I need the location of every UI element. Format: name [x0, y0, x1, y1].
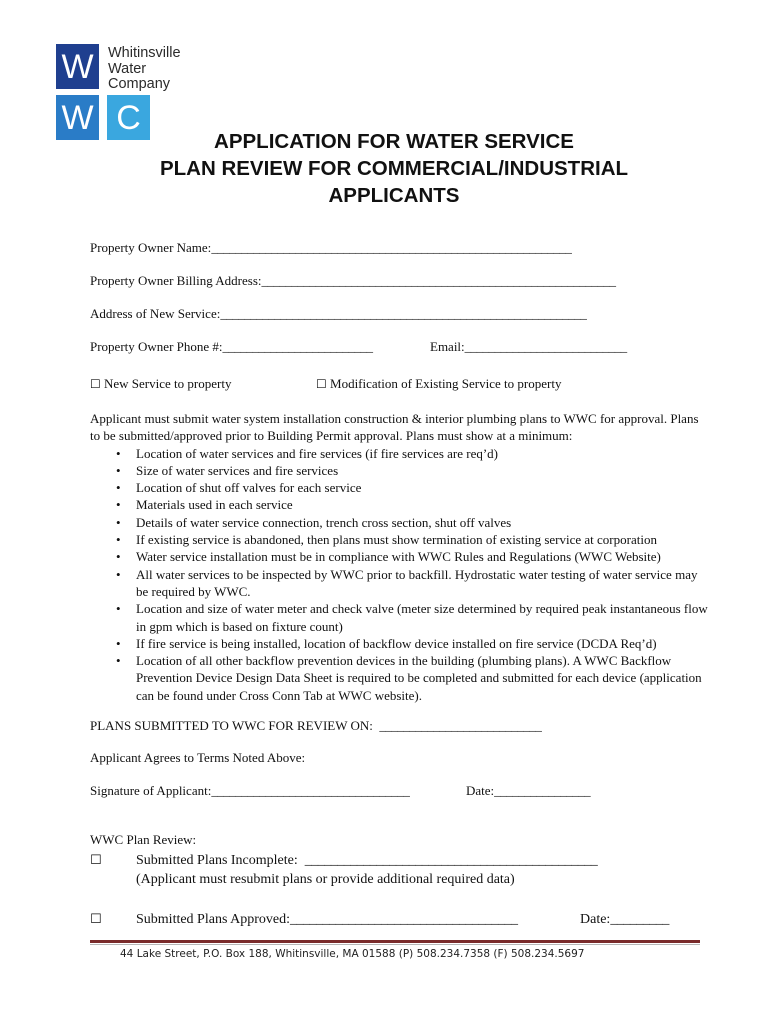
- approved-date-field[interactable]: [580, 912, 669, 928]
- approved-date-label: Date:: [580, 912, 611, 927]
- owner-name-field[interactable]: [90, 240, 571, 256]
- owner-name-blank[interactable]: ____________________________________________________________: [211, 240, 572, 255]
- checkbox-icon[interactable]: ☐: [90, 853, 102, 868]
- list-item: • Location of water services and fire services (if fire services are req’d): [136, 445, 710, 462]
- approved-date-blank[interactable]: _________: [610, 912, 669, 927]
- list-item: • Water service installation must be in compliance with WWC Rules and Regulations (WWC Website): [136, 548, 710, 565]
- incomplete-blank[interactable]: _____________________________________________: [304, 853, 598, 868]
- signature-date-label: Date:: [466, 783, 495, 798]
- new-service-label: New Service to property: [104, 376, 232, 391]
- email-field[interactable]: [430, 339, 627, 355]
- email-blank[interactable]: ___________________________: [464, 339, 627, 354]
- billing-address-label: Property Owner Billing Address:: [90, 273, 262, 288]
- logo-tile-w-lower: W: [56, 95, 99, 140]
- agrees-statement: Applicant Agrees to Terms Noted Above:: [90, 750, 306, 765]
- submitted-on-label: PLANS SUBMITTED TO WWC FOR REVIEW ON:: [90, 718, 373, 733]
- service-address-label: Address of New Service:: [90, 306, 221, 321]
- list-item: • If existing service is abandoned, then plans must show termination of existing service at corporation: [136, 531, 710, 548]
- title-line-3: APPLICANTS: [328, 184, 460, 207]
- logo-line-1: Whitinsville: [108, 45, 181, 61]
- signature-field[interactable]: [90, 783, 409, 799]
- approved-field[interactable]: [136, 912, 518, 928]
- logo-line-2: Water: [108, 60, 147, 77]
- billing-address-field[interactable]: [90, 273, 616, 289]
- list-item: • Details of water service connection, trench cross section, shut off valves: [136, 514, 710, 531]
- title-line-2: PLAN REVIEW FOR COMMERCIAL/INDUSTRIAL: [159, 157, 629, 180]
- signature-date-blank[interactable]: ________________: [494, 783, 591, 798]
- signature-label: Signature of Applicant:: [90, 783, 212, 798]
- title-line-1: APPLICATION FOR WATER SERVICE: [214, 130, 574, 153]
- approved-label: Submitted Plans Approved:: [136, 912, 290, 927]
- checkbox-icon[interactable]: ☐: [90, 377, 101, 391]
- service-address-field[interactable]: [90, 306, 586, 322]
- checkbox-icon[interactable]: ☐: [90, 912, 102, 927]
- owner-name-label: Property Owner Name:: [90, 240, 212, 255]
- incomplete-field[interactable]: [136, 853, 597, 869]
- approved-blank[interactable]: ___________________________________: [290, 912, 518, 927]
- modification-label: Modification of Existing Service to property: [330, 376, 562, 391]
- phone-label: Property Owner Phone #:: [90, 339, 223, 354]
- requirements-list: [90, 445, 710, 704]
- logo-line-3: Company: [108, 76, 171, 92]
- list-item: • Location and size of water meter and check valve (meter size determined by required peak instantaneous flow in gpm which is based on fixture count): [136, 600, 710, 635]
- modification-checkbox[interactable]: [316, 376, 561, 392]
- checkbox-icon[interactable]: ☐: [316, 377, 327, 391]
- list-item: • All water services to be inspected by WWC prior to backfill. Hydrostatic water testing of water service may be required by WWC.: [136, 566, 710, 601]
- footer-divider-shadow: [90, 944, 700, 945]
- signature-date-field[interactable]: [466, 783, 590, 799]
- list-item: • If fire service is being installed, location of backflow device installed on fire service (DCDA Req’d): [136, 635, 710, 652]
- new-service-checkbox[interactable]: [90, 376, 231, 392]
- phone-blank[interactable]: _________________________: [222, 339, 373, 354]
- signature-blank[interactable]: _________________________________: [211, 783, 410, 798]
- phone-field[interactable]: [90, 339, 373, 355]
- list-item: • Location of all other backflow prevention devices in the building (plumbing plans). A WWC Backflow Prevention Device Design Data Sheet is required to be completed and submitted for each device (application can be found under Cross Conn Tab at WWC website).: [136, 652, 710, 704]
- submitted-on-field[interactable]: [90, 718, 541, 734]
- incomplete-note: (Applicant must resubmit plans or provide additional required data): [136, 872, 515, 887]
- submitted-on-blank[interactable]: ___________________________: [379, 718, 542, 733]
- logo-wordmark: [108, 46, 181, 93]
- incomplete-label: Submitted Plans Incomplete:: [136, 853, 298, 868]
- service-address-blank[interactable]: _____________________________________________________________: [220, 306, 587, 321]
- logo-tile-w: W: [56, 44, 99, 89]
- footer-divider: [90, 940, 700, 943]
- requirements-section: [90, 410, 710, 704]
- footer-address: 44 Lake Street, P.O. Box 188, Whitinsville, MA 01588 (P) 508.234.7358 (F) 508.234.5697: [120, 948, 585, 960]
- list-item: • Size of water services and fire services: [136, 462, 710, 479]
- email-label: Email:: [430, 339, 465, 354]
- document-title: [90, 128, 698, 209]
- list-item: • Location of shut off valves for each service: [136, 479, 710, 496]
- billing-address-blank[interactable]: ___________________________________________________________: [261, 273, 616, 288]
- logo-tile-c: C: [107, 95, 150, 140]
- review-heading: WWC Plan Review:: [90, 832, 197, 847]
- requirements-intro: Applicant must submit water system installation construction & interior plumbing plans to WWC for approval. Plans to be submitted/approved prior to Building Permit approval. Plans must show at a minimum:: [90, 411, 699, 444]
- list-item: • Materials used in each service: [136, 496, 710, 513]
